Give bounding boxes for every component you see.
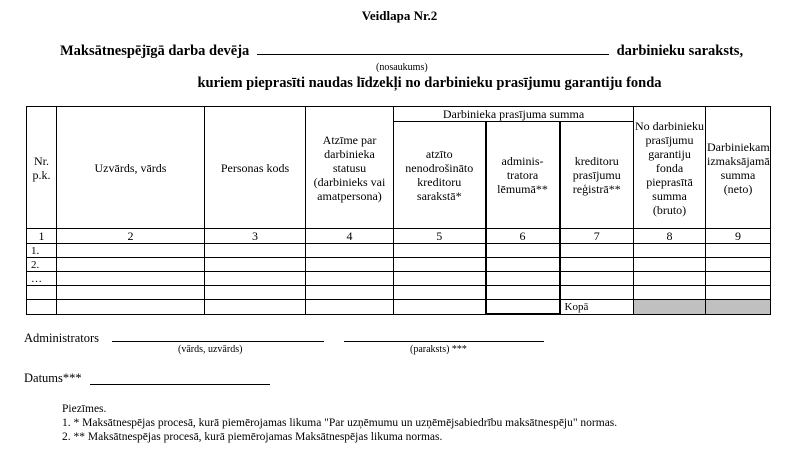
- cell-claim-recognized[interactable]: [394, 258, 486, 272]
- document-subtitle: kuriem pieprasīti naudas līdzekļi no darbinieku prasījumu garantiju fonda: [197, 75, 662, 91]
- cell-claim-recognized[interactable]: [394, 286, 486, 300]
- cell-personal-code[interactable]: [205, 286, 306, 300]
- cell-claim-recognized[interactable]: [394, 244, 486, 258]
- cell-claim-registry[interactable]: [560, 244, 634, 258]
- table-row: [27, 272, 771, 286]
- notes-block: [62, 402, 617, 444]
- cell-claim-admin[interactable]: [486, 286, 560, 300]
- notes-heading: Piezīmes.: [62, 403, 107, 415]
- date-line[interactable]: [90, 384, 270, 385]
- cell-claim-recognized[interactable]: [394, 272, 486, 286]
- table-row: [27, 244, 771, 258]
- cell-claim-admin[interactable]: [486, 272, 560, 286]
- column-number: 2: [57, 229, 205, 244]
- cell-requested-gross[interactable]: [634, 272, 706, 286]
- column-number: 7: [560, 229, 634, 244]
- cell-payable-net[interactable]: [706, 244, 771, 258]
- cell-requested-gross[interactable]: [634, 258, 706, 272]
- cell-claim-registry[interactable]: [560, 258, 634, 272]
- note-item: 2. ** Maksātnespējas procesā, kurā piemērojamas Maksātnespējas likuma normas.: [62, 431, 443, 443]
- total-gross-cell: [634, 300, 706, 315]
- employee-table: [26, 106, 771, 315]
- column-number-row: [27, 229, 771, 244]
- cell-status[interactable]: [306, 272, 394, 286]
- header-name: Uzvārds, vārds: [57, 107, 205, 229]
- table-row: [27, 286, 771, 300]
- column-number: 5: [394, 229, 486, 244]
- header-requested-gross: No darbinieku prasījumu garantiju fonda pieprasītā summa (bruto): [634, 107, 706, 229]
- signature-line[interactable]: [344, 341, 544, 342]
- column-number: 8: [634, 229, 706, 244]
- signature-caption: (paraksts) ***: [410, 344, 467, 355]
- cell-claim-admin[interactable]: [486, 244, 560, 258]
- row-number: 1.: [27, 244, 57, 258]
- header-claim-admin: adminis-tratora lēmumā**: [486, 122, 560, 229]
- header-claim-recognized: atzīto nenodrošināto kreditoru sarakstā*: [394, 122, 486, 229]
- column-number: 4: [306, 229, 394, 244]
- cell-name[interactable]: [57, 258, 205, 272]
- row-number: 2.: [27, 258, 57, 272]
- form-id: Veidlapa Nr.2: [361, 8, 438, 23]
- column-number: 9: [706, 229, 771, 244]
- column-number: 3: [205, 229, 306, 244]
- header-claim-registry: kreditoru prasījumu reģistrā**: [560, 122, 634, 229]
- total-row: [27, 300, 771, 315]
- cell-name[interactable]: [57, 286, 205, 300]
- note-item: 1. * Maksātnespējas procesā, kurā piemērojamas likuma "Par uzņēmumu un uzņēmējsabiedrību maksātnespēju" normas.: [62, 417, 618, 429]
- table-row: [27, 258, 771, 272]
- total-net-cell: [706, 300, 771, 315]
- title-part2: darbinieku saraksts,: [616, 43, 744, 59]
- cell-personal-code[interactable]: [205, 258, 306, 272]
- header-payable-net: Darbiniekam izmaksājamā summa (neto): [706, 107, 771, 229]
- cell-status[interactable]: [306, 244, 394, 258]
- employer-name-blank[interactable]: [257, 42, 609, 55]
- row-number: …: [27, 272, 57, 286]
- cell-requested-gross[interactable]: [634, 244, 706, 258]
- cell-status[interactable]: [306, 286, 394, 300]
- cell-status[interactable]: [306, 258, 394, 272]
- cell-personal-code[interactable]: [205, 244, 306, 258]
- column-number: 1: [27, 229, 57, 244]
- date-label: Datums***: [24, 371, 82, 385]
- cell-name[interactable]: [57, 244, 205, 258]
- header-nr: Nr. p.k.: [27, 107, 57, 229]
- administrator-label: Administrators: [24, 331, 99, 345]
- cell-personal-code[interactable]: [205, 272, 306, 286]
- cell-requested-gross[interactable]: [634, 286, 706, 300]
- name-caption: (nosaukums): [376, 62, 428, 73]
- column-number: 6: [486, 229, 560, 244]
- name-surname-caption: (vārds, uzvārds): [178, 344, 243, 355]
- total-label: Kopā: [560, 300, 634, 315]
- cell-payable-net[interactable]: [706, 272, 771, 286]
- cell-claim-registry[interactable]: [560, 286, 634, 300]
- cell-claim-admin[interactable]: [486, 258, 560, 272]
- cell-name[interactable]: [57, 272, 205, 286]
- title-part1: Maksātnespējīgā darba devēja: [60, 43, 250, 59]
- cell-payable-net[interactable]: [706, 286, 771, 300]
- header-personal-code: Personas kods: [205, 107, 306, 229]
- cell-claim-registry[interactable]: [560, 272, 634, 286]
- header-claim-group: Darbinieka prasījuma summa: [394, 107, 634, 122]
- row-number: [27, 286, 57, 300]
- document-title: [60, 42, 743, 60]
- header-status: Atzīme par darbinieka statusu (darbinieks vai amatpersona): [306, 107, 394, 229]
- administrator-name-line[interactable]: [112, 341, 324, 342]
- cell-payable-net[interactable]: [706, 258, 771, 272]
